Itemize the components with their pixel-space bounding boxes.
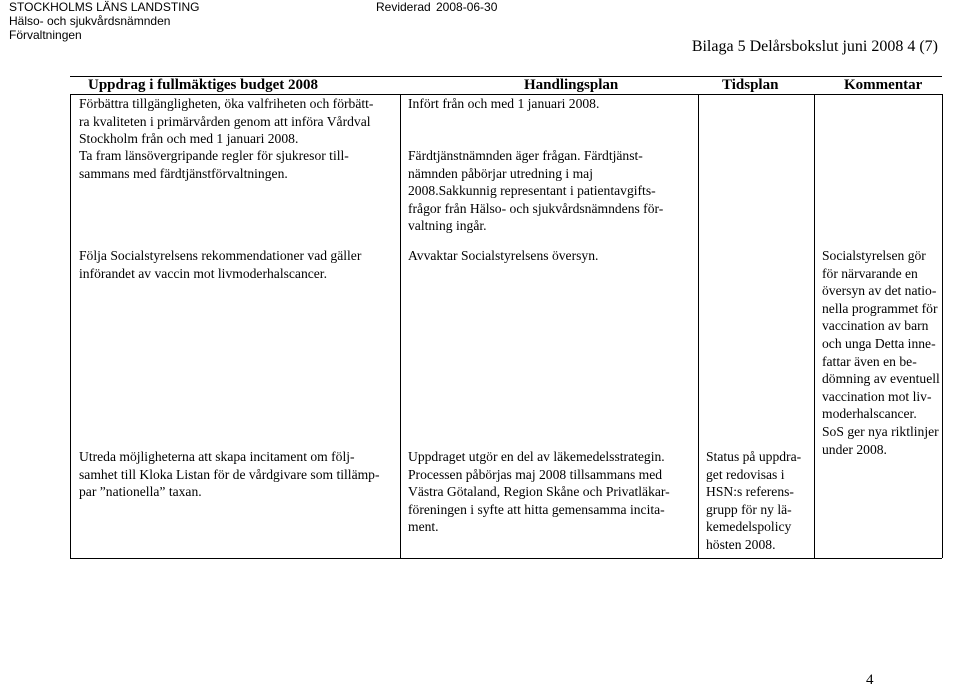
text-line: Socialstyrelsen gör [822,248,926,263]
text-line: nämnden påbörjar utredning i maj [408,165,593,181]
table-row-4-tidsplan [706,448,801,554]
text-line: Följa Socialstyrelsens rekommendationer vad gäller [79,248,362,263]
document-title: Bilaga 5 Delårsbokslut juni 2008 4 (7) [691,38,938,55]
text-line: samhet till Kloka Listan för de vårdgivare som tillämp- [79,466,380,482]
text-line: moderhalscancer. [822,406,917,422]
page-number: 4 [866,672,874,688]
column-header-uppdrag: Uppdrag i fullmäktiges budget 2008 [88,77,319,93]
text-line: vaccination av barn [822,318,929,334]
table-row-3-kommentar [822,247,940,458]
text-line: Stockholm från och med 1 januari 2008. [79,131,299,147]
text-line: och unga Detta inne- [822,335,936,351]
text-line: grupp för ny lä- [706,501,792,517]
text-line: HSN:s referens- [706,484,794,500]
revised-date: 2008-06-30 [436,0,498,14]
organization-name: STOCKHOLMS LÄNS LANDSTING [9,0,200,14]
text-line: fattar även en be- [822,353,917,369]
text-line: nella programmet för [822,300,938,316]
text-line: hösten 2008. [706,536,776,552]
revised-label: Reviderad [376,0,431,14]
text-line: Status på uppdra- [706,449,802,464]
table-row-4-handlingsplan [408,448,670,536]
table-row-4-uppdrag [79,448,380,501]
text-line: Processen påbörjas maj 2008 tillsammans med [408,466,663,482]
text-line: ment. [408,519,439,535]
column-header-kommentar: Kommentar [844,77,923,93]
text-line: sammans med färdtjänstförvaltningen. [79,165,288,181]
text-line: Färdtjänstnämnden äger frågan. Färdtjänst- [408,148,643,163]
text-line: get redovisas i [706,466,785,482]
text-line: Uppdraget utgör en del av läkemedelsstrategin. [408,449,665,464]
text-line: föreningen i syfte att hitta gemensamma incita- [408,501,665,517]
text-line: översyn av det natio- [822,283,937,299]
text-line: kemedelspolicy [706,519,792,535]
table-bottom-border [70,558,942,559]
text-line: Förbättra tillgängligheten, öka valfriheten och förbätt- [79,96,374,111]
col-border-4 [814,94,815,558]
text-line: Infört från och med 1 januari 2008. [408,96,600,111]
text-line: under 2008. [822,441,887,457]
text-line: vaccination mot liv- [822,388,932,404]
table-row-3-uppdrag [79,247,361,282]
table-row-1-handlingsplan [408,95,599,113]
text-line: dömning av eventuell [822,371,940,387]
text-line: Utreda möjligheterna att skapa incitament om följ- [79,449,355,464]
office-name: Förvaltningen [9,28,82,42]
col-border-3 [698,94,699,558]
text-line: valtning ingår. [408,218,487,234]
text-line: Avvaktar Socialstyrelsens översyn. [408,248,599,263]
text-line: frågor från Hälso- och sjukvårdsnämndens för- [408,200,664,216]
col-border-5 [942,94,943,558]
column-header-tidsplan: Tidsplan [722,77,779,93]
text-line: Västra Götaland, Region Skåne och Privatläkar- [408,484,670,500]
table-row-2-handlingsplan [408,147,663,235]
column-header-handlingsplan: Handlingsplan [524,77,619,93]
col-border-2 [400,94,401,558]
department-name: Hälso- och sjukvårdsnämnden [9,14,171,28]
text-line: ra kvaliteten i primärvården genom att införa Vårdval [79,113,371,129]
text-line: införandet av vaccin mot livmoderhalscancer. [79,265,327,281]
table-row-2-uppdrag [79,147,349,182]
text-line: för närvarande en [822,265,918,281]
text-line: par ”nationella” taxan. [79,484,202,500]
table-row-1-uppdrag [79,95,373,148]
table-row-3-handlingsplan [408,247,598,265]
text-line: Ta fram länsövergripande regler för sjukresor till- [79,148,349,163]
col-border-1 [70,94,71,558]
text-line: SoS ger nya riktlinjer [822,423,939,439]
text-line: 2008.Sakkunnig representant i patientavgifts- [408,183,656,199]
